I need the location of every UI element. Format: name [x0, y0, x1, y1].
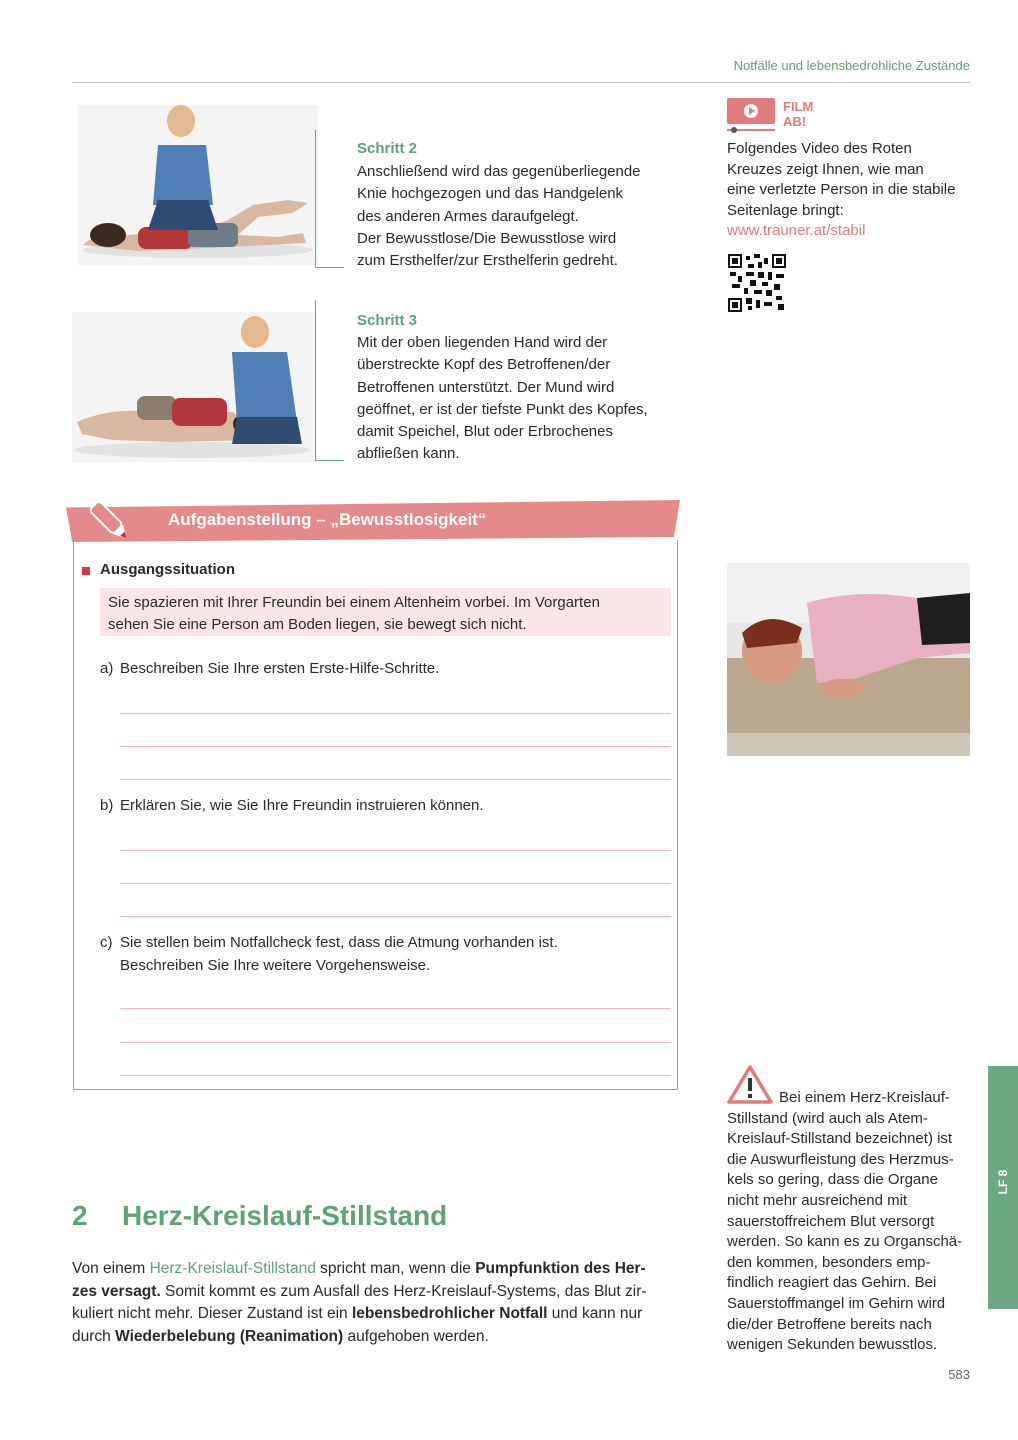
answer-line[interactable] [120, 713, 671, 714]
pen-icon [86, 496, 136, 546]
step-2-photo [78, 105, 318, 265]
page-number: 583 [948, 1367, 970, 1382]
step-2-bracket [315, 130, 344, 268]
answer-line[interactable] [120, 779, 671, 780]
question-b: b) Erklären Sie, wie Sie Ihre Freundin instruieren können. [100, 797, 484, 814]
running-header: Notfälle und lebensbedrohliche Zustände [733, 58, 970, 73]
answer-line[interactable] [120, 916, 671, 917]
step-3-bracket [315, 300, 344, 461]
step-3-text: Mit der oben liegenden Hand wird der überstreckte Kopf des Betroffenen/der Betroffenen unterstützt. Der Mund wird geöffnet, er ist der tiefste Punkt des Kopfes, damit Speichel, Blut oder Erbrochenes abfließen kann. [357, 334, 648, 463]
answer-line[interactable] [120, 1008, 671, 1009]
section-heading [72, 1200, 447, 1232]
answer-line[interactable] [120, 1075, 671, 1076]
answer-line[interactable] [120, 1042, 671, 1043]
situation-box: Sie spazieren mit Ihrer Freundin bei einem Altenheim vorbei. Im Vorgarten sehen Sie eine Person am Boden liegen, sie bewegt sich nicht. [100, 588, 671, 636]
warning-text: Bei einem Herz-Kreislauf- Stillstand (wird auch als Atem- Kreislauf-Stillstand bezeichnet) ist die Auswurfleistung des Herzmus- kels so gering, dass die Organe nicht mehr ausreichend mit sauerstoffreichem Blut versorgt werden. So kann es zu Organschä- den kommen, besonders emp- findlich reagiert das Gehirn. Bei Sauerstoffmangel im Gehirn wird die/der Betroffene bereits nach wenigen Sekunden bewusstlos. [727, 1089, 963, 1354]
step-3-title: Schritt 3 [357, 312, 418, 329]
answer-line[interactable] [120, 746, 671, 747]
step-2-title: Schritt 2 [357, 140, 418, 157]
step-2-text: Anschließend wird das gegenüberliegende Knie hochgezogen und das Handgelenk des anderen Armes daraufgelegt. Der Bewusstlose/Die Bewusstlose wird zum Ersthelfer/zur Ersthelferin gedreht. [357, 163, 641, 270]
play-triangle [749, 107, 755, 115]
answer-line[interactable] [120, 883, 671, 884]
section-number: 2 [72, 1200, 88, 1231]
task-title: Aufgabenstellung – „Bewusstlosigkeit“ [168, 510, 487, 529]
fallen-person-photo [727, 563, 970, 756]
step-3-photo [72, 312, 317, 462]
header-divider [72, 82, 970, 83]
bullet-square [82, 567, 90, 575]
answer-line[interactable] [120, 850, 671, 851]
film-label: FILM AB! [783, 99, 814, 129]
question-c: c) Sie stellen beim Notfallcheck fest, dass die Atmung vorhanden ist. Beschreiben Sie Ihre weitere Vorgehensweise. [100, 934, 558, 974]
film-link[interactable]: www.trauner.at/stabil [727, 222, 866, 239]
situation-label: Ausgangssituation [100, 561, 236, 578]
qr-code[interactable] [728, 254, 786, 312]
film-progress-dot [731, 127, 737, 133]
film-text: Folgendes Video des Roten Kreuzes zeigt Ihnen, wie man eine verletzte Person in die stabile Seitenlage bringt: [727, 140, 956, 219]
question-a: a) Beschreiben Sie Ihre ersten Erste-Hilfe-Schritte. [100, 660, 440, 677]
section-body: Von einem Herz-Kreislauf-Stillstand spricht man, wenn die Pumpfunktion des Her- zes versagt. Somit kommt es zum Ausfall des Herz-Kreislauf-Systems, das Blut zir- kuliert nicht mehr. Dieser Zustand ist ein lebensbedrohlicher Notfall und kann nur durch Wiederbelebung (Reanimation) aufgehoben werden. [72, 1260, 647, 1345]
chapter-tab-label: LF 8 [996, 1169, 1010, 1195]
section-title: Herz-Kreislauf-Stillstand [122, 1200, 448, 1231]
